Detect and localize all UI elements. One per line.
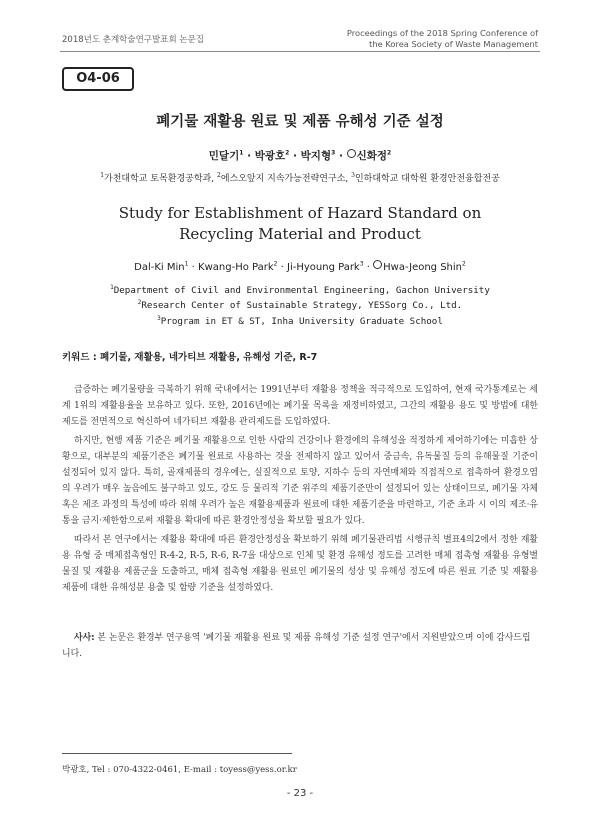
korean-affiliation-3: 인하대학교 대학원 환경안전융합전공 [354, 174, 500, 184]
running-header-right-line2: the Korea Society of Waste Management [369, 39, 538, 49]
page-number: - 23 - [286, 788, 314, 799]
acknowledgment-text: 본 논문은 환경부 연구용역 '폐기물 재활용 원료 및 제품 유해성 기준 설정 연구'에서 지원받았으며 이에 감사드립니다. [62, 633, 531, 659]
korean-affiliation-2: 에스오앞지 지속가능전략연구소 [220, 174, 346, 184]
keywords: 키워드 : 폐기물, 재활용, 네가티브 재활용, 유해성 기준, R-7 [62, 352, 318, 363]
english-author-4: Hwa-Jeong Shin [383, 262, 463, 273]
english-authors: Dal-Ki Min$^1$ · Kwang-Ho Park$^2$ · Ji-Hyoung Park$^3$ · Hwa-Jeong Shin$^2$ [134, 260, 466, 273]
abstract-paragraph-2: 하지만, 현행 제품 기준은 폐기물 재활용으로 인한 사람의 건강이나 환경에의 유해성을 적정하게 제어하기에는 미흡한 상황으로, 대부분의 제품기준은 폐기물 원료로 사용하는 것을 전제하지 않고 있어서 중금속, 유독물질 등의 유해물질 기준이 설정되어 있지 않다. 특히, 골재제품의 경우에는, 실질적으로 토양, 지하수 등의 자연매체와 직접적으로 접촉하여 환경오염의 우려가 매우 높음에도 불구하고 있도, 강도 등 물리적 기준 위주의 제품기준만이 설정되어 있는 상태이므로, 폐기물 자체 혹은 제조 과정의 특성에 따라 위해 우려가 높은 재활용제품과 원료에 대한 제품기준을 마련하고, 기준 초과 시 이의 제조·유통을 금지·제한함으로써 재활용 확대에 따른 환경안정성을 확보할 필요가 있다. [62, 436, 538, 526]
english-title-line2: Recycling Material and Product [179, 225, 421, 243]
english-author-2: Kwang-Ho Park [198, 262, 274, 273]
korean-author-1: 민달기 [208, 150, 240, 162]
korean-title: 폐기물 재활용 원료 및 제품 유해성 기준 설정 [156, 114, 444, 130]
running-header-right-line1: Proceedings of the 2018 Spring Conference of [346, 28, 538, 38]
running-header-left: 2018년도 춘계학술연구발표회 논문집 [62, 35, 204, 45]
korean-author-2: 박광호 [254, 150, 286, 162]
running-header-right [347, 28, 538, 50]
korean-affiliation-1: 가천대학교 토목환경공학과 [104, 174, 212, 184]
english-affiliation-2: $^2$Research Center of Sustainable Strategy, YESSorg Co., Ltd. [137, 298, 463, 311]
corresponding-author-circle-icon-en [373, 260, 382, 269]
english-title-line1: Study for Establishment of Hazard Standard on [118, 204, 482, 222]
abstract-paragraph-3: 따라서 본 연구에서는 재활용 확대에 따른 환경안정성을 확보하기 위해 폐기물관리법 시행규칙 별표4의2에서 정한 재활용 유형 중 매체접촉형인 R-4-2, R-5, R-6, R-7을 대상으로 인체 및 환경 유해성 정도를 고려한 매체 접촉형 재활용 유형별 물질 및 재활용 제품군을 도출하고, 매체 접촉형 재활용 원료인 폐기물의 성상 및 유해성 정도에 따른 원료 기준 및 재활용 제품에 대한 유해성분 용출 및 함량 기준을 설정하였다. [62, 535, 538, 593]
korean-author-4: 신화정 [356, 150, 388, 162]
english-title [40, 203, 560, 245]
header-divider [60, 51, 540, 52]
korean-affiliations: $^1$가천대학교 토목환경공학과, $^2$에스오앞지 지속가능전략연구소, $^3$인하대학교 대학원 환경안전융합전공 [100, 172, 500, 184]
acknowledgment [62, 630, 538, 662]
korean-authors: 민달기$^1$ · 박광호$^2$ · 박지형$^3$ · 신화정$^2$ [208, 149, 392, 162]
english-author-1: Dal-Ki Min [134, 262, 185, 273]
footnote-contact: 박광호, Tel : 070-4322-0461, E-mail : toyess@yess.or.kr [62, 765, 297, 775]
english-affiliation-1: $^1$Department of Civil and Environmental Engineering, Gachon University [110, 283, 490, 296]
abstract-paragraph-1: 급증하는 폐기물량을 극복하기 위해 국내에서는 1991년부터 재활용 정책을 적극적으로 도입하여, 현재 국가통계로는 세계 1위의 재활용율을 보유하고 있다. 또한, 2016년에는 폐기물 목록을 재정비하였고, 그간의 재활용 용도 및 방법에 대한 제도를 전면적으로 혁신하여 네가티브 재활용 관리제도를 도입하였다. [62, 385, 538, 427]
acknowledgment-label: 사사: [74, 633, 95, 643]
english-affiliation-3: $^3$Program in ET & ST, Inha University Graduate School [157, 314, 443, 327]
korean-author-3: 박지형 [300, 150, 332, 162]
corresponding-author-circle-icon [347, 149, 356, 158]
footnote-divider [62, 753, 292, 754]
paper-code-badge: O4-06 [62, 67, 134, 91]
english-author-3: Ji-Hyoung Park [287, 262, 360, 273]
abstract-body [62, 382, 538, 599]
